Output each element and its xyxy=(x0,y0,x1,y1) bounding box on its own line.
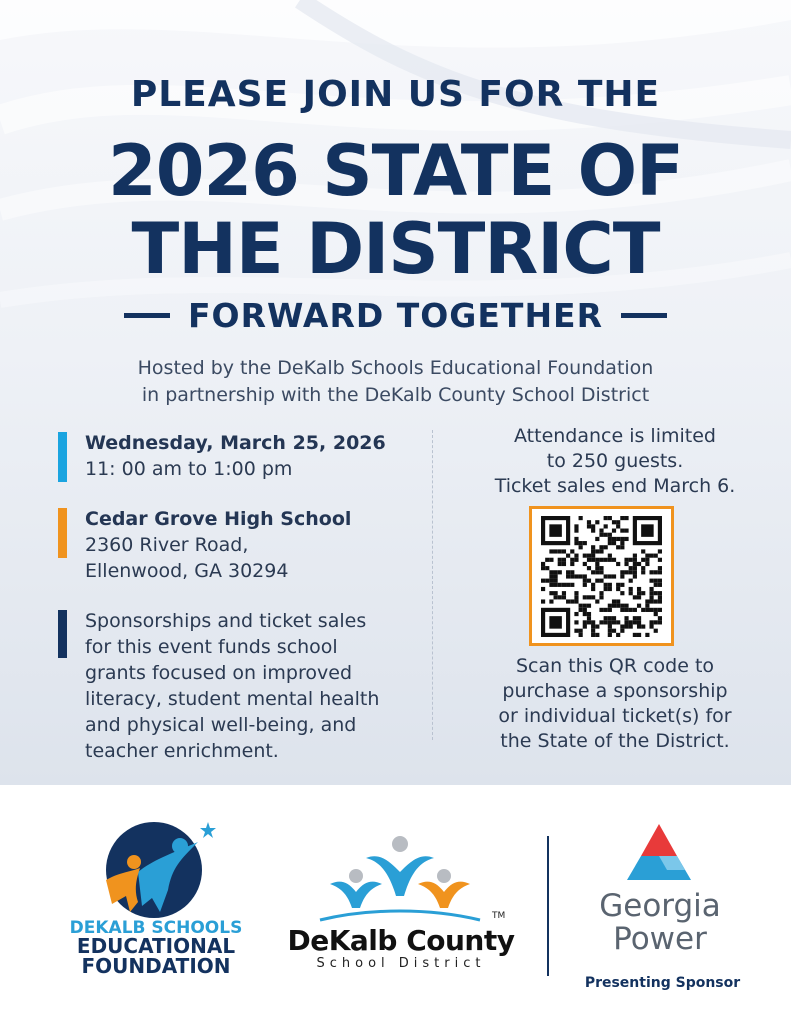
scan-line: the State of the District. xyxy=(500,730,730,752)
scan-line: or individual ticket(s) for xyxy=(498,705,732,727)
tagline-text: FORWARD TOGETHER xyxy=(187,296,604,335)
purpose-line: Sponsorships and ticket sales xyxy=(85,610,367,632)
qr-code-frame[interactable] xyxy=(529,506,674,646)
attendance-block xyxy=(440,424,790,499)
foundation-logo-line1: DEKALB SCHOOLS xyxy=(69,918,243,938)
date-accent-bar xyxy=(58,432,67,482)
purpose-line: and physical well-being, and xyxy=(85,714,357,736)
venue-address1: 2360 River Road, xyxy=(85,534,249,556)
purpose-line: for this event funds school xyxy=(85,636,338,658)
district-logo-tm: TM xyxy=(492,911,506,921)
georgia-power-logo-icon xyxy=(625,822,693,882)
hosted-by xyxy=(0,355,791,409)
georgia-power-line1: Georgia xyxy=(599,888,721,924)
purpose-line: literacy, student mental health xyxy=(85,688,380,710)
purpose-accent-bar xyxy=(58,610,67,658)
hosted-line1: Hosted by the DeKalb Schools Educational Foundation xyxy=(137,357,654,379)
purpose-block xyxy=(58,608,418,764)
venue-block xyxy=(58,506,418,584)
hosted-line2: in partnership with the DeKalb County School District xyxy=(141,384,650,406)
heading-title-line1: 2026 STATE OF xyxy=(108,130,683,212)
foundation-logo-line3: FOUNDATION xyxy=(81,954,231,978)
qr-code-icon[interactable] xyxy=(541,516,662,637)
heading-please-join: PLEASE JOIN US FOR THE xyxy=(130,74,661,115)
purpose-line: teacher enrichment. xyxy=(85,740,279,762)
georgia-power-line2: Power xyxy=(613,921,707,957)
venue-accent-bar xyxy=(58,508,67,558)
district-logo-name: DeKalb County xyxy=(287,924,515,957)
purpose-line: grants focused on improved xyxy=(85,662,353,684)
georgia-power-name xyxy=(580,890,740,956)
event-date: Wednesday, March 25, 2026 xyxy=(85,432,386,454)
venue-name: Cedar Grove High School xyxy=(85,508,352,530)
venue-address2: Ellenwood, GA 30294 xyxy=(85,560,289,582)
scan-line: purchase a sponsorship xyxy=(502,680,728,702)
column-divider xyxy=(432,430,433,740)
scan-block xyxy=(440,654,790,754)
attendance-line1: Attendance is limited xyxy=(514,425,716,447)
tagline-dash-left xyxy=(124,313,170,318)
tagline-dash-right xyxy=(621,313,667,318)
district-logo-icon xyxy=(300,832,500,928)
presenting-sponsor-label: Presenting Sponsor xyxy=(584,975,741,991)
date-block xyxy=(58,430,418,482)
logo-divider xyxy=(547,836,549,976)
event-time: 11: 00 am to 1:00 pm xyxy=(85,458,293,480)
tagline xyxy=(0,296,791,335)
attendance-line3: Ticket sales end March 6. xyxy=(494,475,736,497)
attendance-line2: to 250 guests. xyxy=(546,450,684,472)
heading-title-line2: THE DISTRICT xyxy=(131,208,660,290)
district-logo-sub: School District xyxy=(316,956,486,971)
scan-line: Scan this QR code to xyxy=(515,655,715,677)
foundation-logo-line2: EDUCATIONAL xyxy=(76,934,236,958)
